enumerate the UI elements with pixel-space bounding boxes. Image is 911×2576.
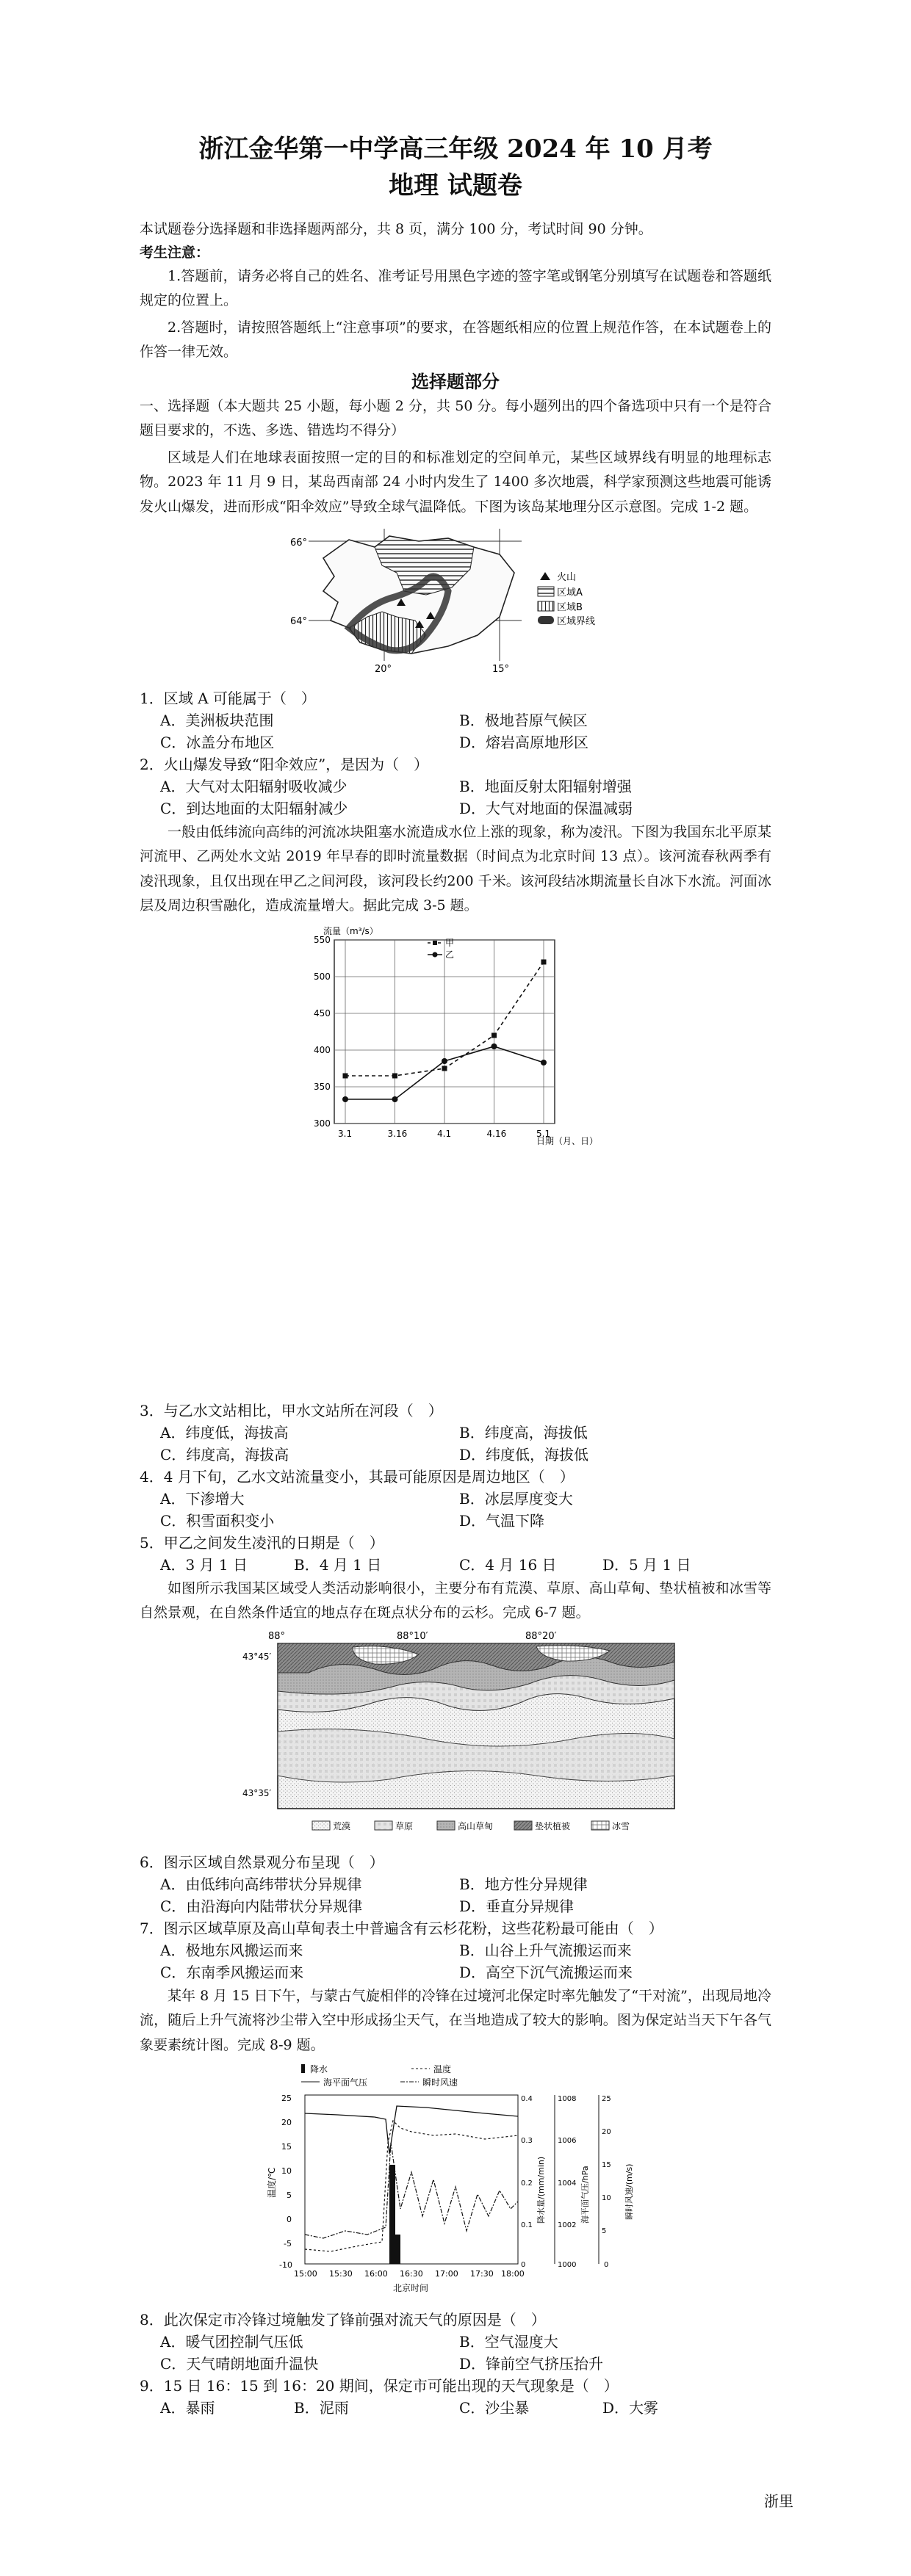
flow-chart-ytick: 300 [314,1118,331,1129]
q8-option-c[interactable]: C．天气晴朗地面升温快 [160,2355,319,2373]
q7-option-b[interactable]: B．山谷上升气流搬运而来 [459,1942,632,1959]
legend-temp-label: 温度 [433,2064,452,2074]
temp-tick: 10 [281,2166,292,2176]
pressure-tick: 1000 [558,2261,577,2269]
q5-option-c[interactable]: C．4 月 16 日 [459,1556,557,1574]
temp-tick: -5 [284,2239,292,2248]
time-tick: 17:30 [470,2269,494,2279]
legend-meadow-swatch [437,1821,455,1830]
temp-tick: 5 [287,2190,292,2200]
rain-tick: 0.4 [521,2095,533,2103]
legend-region-b-label: 区域B [557,602,583,613]
map1-lon-15: 15° [492,664,510,675]
series-a-point [442,1066,447,1071]
series-b-point [342,1096,348,1102]
legend-volcano-icon [540,572,550,580]
legend-boundary-swatch [538,616,554,624]
y-rain-label: 降水量/(mm/min) [536,2156,546,2224]
q4-option-a[interactable]: A．下渗增大 [160,1490,245,1508]
y-temp-label: 温度/℃ [267,2167,277,2198]
time-tick: 17:00 [435,2269,458,2279]
flow-chart-xtick: 5.1 [536,1129,551,1139]
q4-option-c[interactable]: C．积雪面积变小 [160,1512,275,1530]
map1-lon-20: 20° [375,664,392,675]
flow-chart-xlabel: 日期（月、日） [536,1136,599,1146]
pressure-tick: 1008 [558,2095,577,2103]
wind-tick: 10 [602,2194,611,2202]
question-5-stem: 5．甲乙之间发生凌汛的日期是（ ） [140,1534,384,1552]
q3-option-a[interactable]: A．纬度低，海拔高 [160,1424,289,1441]
q2-option-c[interactable]: C．到达地面的太阳辐射减少 [160,800,348,817]
legend-cushion-label: 垫状植被 [535,1821,571,1831]
map1-lat-64: 64° [290,616,308,627]
series-a-point [491,1033,497,1038]
wind-tick: 5 [602,2227,607,2235]
legend-cushion-swatch [514,1821,532,1830]
rain-tick: 0.2 [521,2179,533,2188]
map1-lat-66: 66° [290,538,308,549]
q7-option-a[interactable]: A．极地东风搬运而来 [160,1942,303,1959]
time-tick: 16:00 [364,2269,388,2279]
section-title: 选择题部分 [411,371,500,392]
question-8-stem: 8．此次保定市冷锋过境触发了锋前强对流天气的原因是（ ） [140,2311,546,2329]
question-2-stem: 2．火山爆发导致“阳伞效应”，是因为（ ） [140,756,429,773]
legend-region-a-label: 区域A [557,587,583,598]
section-intro: 一、选择题（本大题共 25 小题，每小题 2 分，共 50 分。每小题列出的四个备选项中只有一个是符合题目要求的，不选、多选、错选均不得分） [140,398,771,439]
q5-option-a[interactable]: A．3 月 1 日 [160,1556,248,1574]
flow-chart-xtick: 3.1 [338,1129,353,1139]
temperature-line [305,2121,518,2251]
q3-option-d[interactable]: D．纬度低，海拔低 [459,1446,589,1464]
instructions-intro: 本试题卷分选择题和非选择题两部分，共 8 页，满分 100 分，考试时间 90 分钟。 [140,221,652,237]
flow-chart-ytick: 500 [314,972,331,982]
question-4-stem: 4．4 月下旬，乙水文站流量变小，其最可能原因是周边地区（ ） [140,1468,575,1486]
rain-tick: 0 [521,2261,526,2269]
passage-4: 某年 8 月 15 日下午，与蒙古气旋相伴的冷锋在过境河北保定时率先触发了“干对流”，出现局地冷流，随后上升气流将沙尘带入空中形成扬尘天气，在当地造成了较大的影响。图为保定站当天下午各气象要素统计图。完成 8-9 题。 [140,1988,771,2053]
exam-title: 浙江金华第一中学高三年级 2024 年 10 月考 [198,134,713,164]
q6-option-a[interactable]: A．由低纬向高纬带状分异规律 [160,1875,362,1893]
series-b-point [491,1043,497,1049]
pressure-tick: 1004 [558,2179,577,2188]
q1-option-a[interactable]: A．美洲板块范围 [160,712,274,729]
flow-chart-xtick: 4.16 [486,1129,507,1139]
legend-ice-label: 冰雪 [612,1821,630,1831]
instructions-item-2: 2.答题时，请按照答题纸上“注意事项”的要求，在答题纸相应的位置上规范作答，在本试题卷上的作答一律无效。 [140,319,771,361]
wind-tick: 15 [602,2161,611,2169]
legend-grassland-swatch [375,1821,392,1830]
rain-bar [389,2165,395,2264]
q8-option-a[interactable]: A．暖气团控制气压低 [160,2333,303,2351]
legend-series-b-marker [433,952,438,958]
legend-series-b-label: 乙 [445,949,455,960]
legend-boundary-label: 区域界线 [557,616,596,627]
legend-series-a-marker [433,941,437,945]
weather-xlabel: 北京时间 [393,2283,429,2293]
rain-bar [395,2235,400,2264]
weather-plot-frame [305,2095,518,2264]
legend-series-a-label: 甲 [445,938,455,948]
passage-1: 区域是人们在地球表面按照一定的目的和标准划定的空间单元，某些区域界线有明显的地理标志物。2023 年 11 月 9 日，某岛西南部 24 小时内发生了 1400 多次地震，科学家预测这些地震可能诱发火山爆发，进而形成“阳伞效应”导致全球气温降低。下图为该岛某地理分区示意图。完成 1-2 题。 [140,449,771,515]
rain-tick: 0.1 [521,2221,533,2229]
legend-wind-label: 瞬时风速 [422,2077,458,2088]
series-b-point [442,1058,447,1064]
q8-option-b[interactable]: B．空气湿度大 [459,2333,558,2351]
passage-3: 如图所示我国某区域受人类活动影响很小，主要分布有荒漠、草原、高山草甸、垫状植被和冰雪等自然景观，在自然条件适宜的地点存在斑点状分布的云杉。完成 6-7 题。 [140,1580,771,1621]
flow-chart-ylabel: 流量（m³/s） [323,926,378,936]
legend-meadow-label: 高山草甸 [458,1821,494,1831]
legend-region-a-swatch [538,587,554,596]
series-a-point [343,1074,348,1079]
weather-chart [264,2062,647,2301]
flow-chart-ytick: 400 [314,1045,331,1055]
q5-option-b[interactable]: B．4 月 1 日 [294,1556,382,1574]
q1-option-b[interactable]: B．极地苔原气候区 [459,712,588,729]
legend-pressure-label: 海平面气压 [323,2077,368,2088]
pressure-line [305,2106,518,2154]
q4-option-b[interactable]: B．冰层厚度变大 [459,1490,573,1508]
wind-tick: 25 [602,2095,611,2103]
temp-tick: 20 [281,2118,292,2127]
series-b-point [392,1096,398,1102]
q9-option-c[interactable]: C．沙尘暴 [459,2399,530,2417]
flow-chart [301,925,610,1153]
legend-grassland-label: 草原 [395,1821,414,1831]
flow-chart-ytick: 450 [314,1008,331,1019]
passage-2: 一般由低纬流向高纬的河流冰块阻塞水流造成水位上涨的现象，称为凌汛。下图为我国东北平原某河流甲、乙两处水文站 2019 年早春的即时流量数据（时间点为北京时间 13 点）。该河流春秋两季有凌汛现象，且仅出现在甲乙之间河段，该河段长约200 千米。该河段结冰期流量长自冰下水流。河面冰层及周边积雪融化，造成流量增大。据此完成 3-5 题。 [140,824,771,913]
question-1-stem: 1．区域 A 可能属于（ ） [140,690,316,707]
q3-option-c[interactable]: C．纬度高，海拔高 [160,1446,289,1464]
pressure-tick: 1006 [558,2137,577,2145]
wind-tick: 0 [604,2261,609,2269]
q9-option-b[interactable]: B．泥雨 [294,2399,349,2417]
legend-volcano-label: 火山 [557,572,577,583]
q2-option-b[interactable]: B．地面反射太阳辐射增强 [459,778,632,795]
series-a-point [541,960,547,965]
q6-option-b[interactable]: B．地方性分异规律 [459,1875,588,1893]
wind-tick: 20 [602,2128,611,2136]
q1-option-c[interactable]: C．冰盖分布地区 [160,734,275,751]
q7-option-c[interactable]: C．东南季风搬运而来 [160,1964,304,1981]
instructions-heading: 考生注意： [140,245,210,261]
time-tick: 18:00 [501,2269,525,2279]
series-b-point [541,1060,547,1066]
question-7-stem: 7．图示区域草原及高山草甸表土中普遍含有云杉花粉，这些花粉最可能由（ ） [140,1920,663,1937]
map2-lon-88-10: 88°10′ [397,1631,428,1642]
y-pressure-label: 海平面气压/hPa [580,2166,590,2224]
temp-tick: 25 [281,2094,292,2103]
rain-tick: 0.3 [521,2137,533,2145]
island-region-map [279,525,632,676]
legend-rain-swatch [301,2064,305,2073]
time-tick: 15:30 [329,2269,353,2279]
instructions-item-1: 1.答题前，请务必将自己的姓名、准考证号用黑色字迹的签字笔或钢笔分别填写在试题卷和答题纸规定的位置上。 [140,268,771,309]
flow-chart-xtick: 4.1 [437,1129,452,1139]
temp-tick: 0 [287,2215,292,2224]
q2-option-a[interactable]: A．大气对太阳辐射吸收减少 [160,778,348,795]
question-9-stem: 9．15 日 16：15 到 16：20 期间，保定市可能出现的天气现象是（ ） [140,2377,619,2395]
flow-chart-ytick: 350 [314,1082,331,1092]
map2-lon-88-20: 88°20′ [525,1631,557,1642]
legend-desert-label: 荒漠 [333,1821,351,1831]
q2-option-d[interactable]: D．大气对地面的保温减弱 [459,800,633,817]
map2-lon-88: 88° [268,1631,286,1642]
q3-option-b[interactable]: B．纬度高，海拔低 [459,1424,588,1441]
q9-option-a[interactable]: A．暴雨 [160,2399,215,2417]
series-a-point [392,1074,397,1079]
footer-watermark: 浙里 [764,2494,793,2510]
pressure-tick: 1002 [558,2221,577,2229]
y-wind-label: 瞬时风速/(m/s) [624,2163,634,2220]
q9-option-d[interactable]: D．大雾 [602,2399,659,2417]
time-tick: 15:00 [294,2269,317,2279]
map2-lat-43-45: 43°45′ [242,1651,272,1662]
temp-tick: 15 [281,2142,292,2152]
flow-chart-xtick: 3.16 [387,1129,408,1139]
temp-tick: -10 [279,2260,292,2270]
exam-subtitle: 地理 试题卷 [389,171,522,200]
question-3-stem: 3．与乙水文站相比，甲水文站所在河段（ ） [140,1402,443,1419]
legend-desert-swatch [312,1821,330,1830]
legend-ice-swatch [591,1821,609,1830]
q4-option-d[interactable]: D．气温下降 [459,1512,545,1530]
map2-lat-43-35: 43°35′ [242,1788,272,1798]
q5-option-d[interactable]: D．5 月 1 日 [602,1556,691,1574]
q8-option-d[interactable]: D．锋前空气挤压抬升 [459,2355,604,2373]
q6-option-c[interactable]: C．由沿海向内陆带状分异规律 [160,1897,363,1915]
legend-region-b-swatch [538,601,554,611]
time-tick: 16:30 [400,2269,423,2279]
q6-option-d[interactable]: D．垂直分异规律 [459,1897,575,1915]
q1-option-d[interactable]: D．熔岩高原地形区 [459,734,589,751]
legend-rain-label: 降水 [310,2064,328,2074]
question-6-stem: 6．图示区域自然景观分布呈现（ ） [140,1853,384,1871]
flow-chart-ytick: 550 [314,935,331,945]
q7-option-d[interactable]: D．高空下沉气流搬运而来 [459,1964,633,1981]
landscape-map [242,1629,683,1842]
wind-line [305,2143,518,2238]
